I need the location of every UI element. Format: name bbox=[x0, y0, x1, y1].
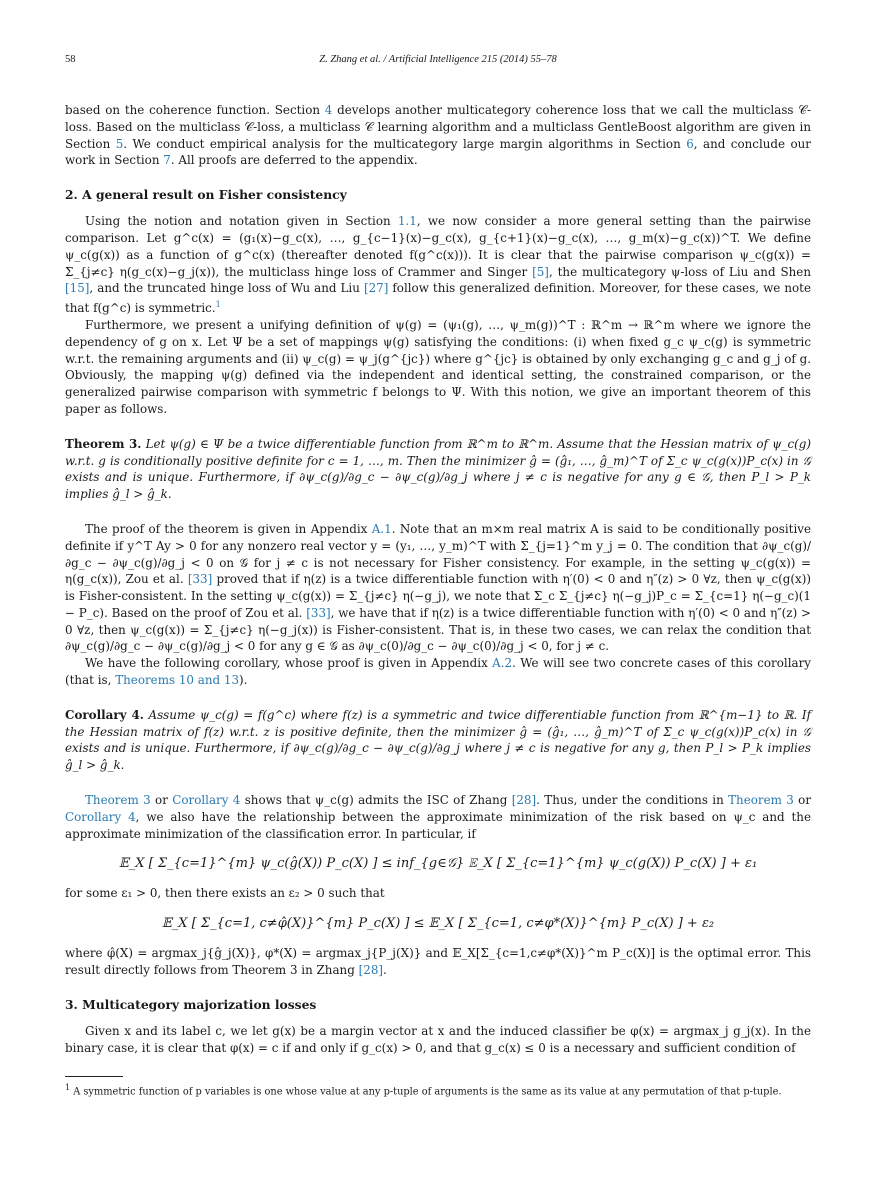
section-2-heading: 2. A general result on Fisher consistency bbox=[65, 187, 347, 203]
section-5-link[interactable]: 5 bbox=[115, 136, 124, 151]
corollary-4-link[interactable]: Corollary 4 bbox=[172, 793, 241, 808]
citation-5-link[interactable]: [5] bbox=[532, 264, 549, 279]
footnote-1-marker[interactable]: 1 bbox=[215, 300, 221, 310]
intro-paragraph: based on the coherence function. Section 4 develops another multicategory coherence loss that we call the multiclass 𝒞-loss. Based on the multiclass 𝒞-loss, a multiclass 𝒞 learning algorithm and a multiclass GentleBoost algorithm are given in Section 5. We conduct empirical analysis for the multicategory large margin algorithms in Section 6, and conclude our work in Section 7. All proofs are deferred to the appendix. bbox=[65, 103, 811, 168]
theorem-3 bbox=[65, 436, 811, 503]
citation-33-link[interactable]: [33] bbox=[187, 572, 213, 587]
theorem-3-label: Theorem 3. bbox=[65, 436, 142, 451]
journal-citation: Z. Zhang et al. / Artificial Intelligence 215 (2014) 55–78 bbox=[319, 54, 557, 65]
section-7-link[interactable]: 7 bbox=[163, 153, 171, 168]
corollary-4-link-2[interactable]: Corollary 4 bbox=[65, 809, 136, 824]
footnote-1-label: 1 bbox=[65, 1083, 71, 1093]
section-6-link[interactable]: 6 bbox=[686, 136, 694, 151]
theorem-3-link[interactable]: Theorem 3 bbox=[85, 793, 151, 808]
appendix-a2-link[interactable]: A.2 bbox=[492, 656, 513, 671]
section-4-link[interactable]: 4 bbox=[324, 103, 333, 117]
corollary-intro-paragraph: We have the following corollary, whose proof is given in Appendix A.2. We will see two concrete cases of this corollary (that is, Theorems 10 and 13). bbox=[65, 656, 811, 688]
citation-15-link[interactable]: [15] bbox=[65, 281, 90, 296]
corollary-4-label: Corollary 4. bbox=[65, 707, 144, 722]
optimal-error-paragraph: where φ̂(X) = argmax_j{ĝ_j(X)}, φ*(X) = argmax_j{P_j(X)} and 𝔼_X[Σ_{c=1,c≠φ*(X)}^m P_c(X)] is the optimal error. This result directly follows from Theorem 3 in Zhang [28]. bbox=[65, 946, 811, 978]
epsilon-text: for some ε₁ > 0, then there exists an ε₂ > 0 such that bbox=[65, 886, 385, 901]
corollary-4-statement: Assume ψ_c(g) = f(g^c) where f(z) is a symmetric and twice differentiable function from ℝ^{m−1} to ℝ. If the Hessian matrix of f(z) w.r.t. z is positive definite, then the minimizer ĝ = (ĝ₁, …, ĝ_m)^T of Σ_c ψ_c(g(x))P_c(x) in 𝒢 exists and is unique. Furthermore, if ∂ψ_c(g)/∂g_c − ∂ψ_c(g)/∂g_j where j ≠ c is negative for any g, then P_l > P_k implies ĝ_l > ĝ_k. bbox=[65, 707, 811, 773]
corollary-4 bbox=[65, 707, 811, 774]
appendix-a1-link[interactable]: A.1 bbox=[371, 521, 392, 536]
footnote-1-text: A symmetric function of p variables is one whose value at any p-tuple of arguments is the same as its value at any permutation of that p-tuple. bbox=[70, 1086, 782, 1098]
theorem-3-link-2[interactable]: Theorem 3 bbox=[728, 793, 794, 808]
error-inequality-equation: 𝔼_X [ Σ_{c=1, c≠φ̂(X)}^{m} P_c(X) ] ≤ 𝔼_X [ Σ_{c=1, c≠φ*(X)}^{m} P_c(X) ] + ε₂ bbox=[161, 916, 715, 932]
risk-inequality-equation: 𝔼_X [ Σ_{c=1}^{m} ψ_c(ĝ(X)) P_c(X) ] ≤ inf_{g∈𝒢} 𝔼_X [ Σ_{c=1}^{m} ψ_c(g(X)) P_c(X) ] + ε₁ bbox=[118, 856, 758, 872]
section-3-paragraph-1: Given x and its label c, we let g(x) be a margin vector at x and the induced classifier be φ(x) = argmax_j g_j(x). In the binary case, it is clear that φ(x) = c if and only if g_c(x) > 0, and that g_c(x) ≤ 0 is a necessary and sufficient condition of bbox=[65, 1023, 811, 1055]
footnote-divider bbox=[65, 1076, 123, 1077]
citation-27-link[interactable]: [27] bbox=[363, 281, 389, 296]
footnote-1 bbox=[65, 1081, 811, 1099]
citation-33-link-2[interactable]: [33] bbox=[306, 605, 331, 620]
section-3-heading: 3. Multicategory majorization losses bbox=[65, 996, 317, 1012]
isc-paragraph: Theorem 3 or Corollary 4 shows that ψ_c(g) admits the ISC of Zhang [28]. Thus, under the conditions in Theorem 3 or Corollary 4, we also have the relationship between the approximate minimization of the risk based on ψ_c and the approximate minimization of the classification error. In particular, if bbox=[65, 793, 812, 841]
running-head bbox=[65, 50, 811, 70]
proof-discussion-paragraph: The proof of the theorem is given in Appendix A.1. Note that an m×m real matrix A is said to be conditionally positive definite if y^T Ay > 0 for any nonzero real vector y = (y₁, …, y_m)^T with Σ_{j=1}^m y_j = 0. The condition that ∂ψ_c(g)/∂g_c − ∂ψ_c(g)/∂g_j < 0 on 𝒢 for j ≠ c is not necessary for Fisher consistency. For example, in the setting ψ_c(g(x)) = η(g_c(x)), Zou et al. [33] proved that if η(z) is a twice differentiable function with η′(0) < 0 and η″(z) > 0 ∀z, then ψ_c(g(x)) is Fisher-consistent. In the setting ψ_c(g(x)) = Σ_{j≠c} η(−g_j), we note that Σ_c Σ_{j≠c} η(−g_j)P_c = Σ_{c=1} η(−g_c)(1 − P_c). Based on the proof of Zou et al. [33], we have that if η(z) is a twice differentiable function with η′(0) < 0 and η″(z) > 0 ∀z, then ψ_c(g(x)) = Σ_{j≠c} η(−g_j(x)) is Fisher-consistent. That is, in these two cases, we can relax the condition that ∂ψ_c(g)/∂g_c − ∂ψ_c(g)/∂g_j < 0 for any g ∈ 𝒢 as ∂ψ_c(0)/∂g_c − ∂ψ_c(0)/∂g_j < 0, for j ≠ c. bbox=[65, 521, 811, 654]
section-2-paragraph-1: Using the notion and notation given in Section 1.1, we now consider a more general setting than the pairwise comparison. Let g^c(x) = (g₁(x)−g_c(x), …, g_{c−1}(x)−g_c(x), g_{c+1}(x)−g_c(x), …, g_m(x)−g_c(x))^T. We define ψ_c(g(x)) as a function of g^c(x) (thereafter denoted f(g^c(x))). It is clear that the pairwise comparison ψ_c(g(x)) = Σ_{j≠c} η(g_c(x)−g_j(x)), the multiclass hinge loss of Crammer and Singer [5], the multicategory ψ-loss of Liu and Shen [15], and the truncated hinge loss of Wu and Liu [27] follow this generalized definition. Moreover, for these cases, we note that f(g^c) is symmetric.$^1$ bbox=[65, 214, 811, 316]
page-number: 58 bbox=[65, 54, 76, 65]
paper-page bbox=[65, 50, 811, 1100]
theorems-10-13-link[interactable]: Theorems 10 and 13 bbox=[115, 673, 240, 688]
citation-28-link-2[interactable]: [28] bbox=[358, 963, 384, 978]
section-1-1-link[interactable]: 1.1 bbox=[397, 214, 417, 229]
citation-28-link[interactable]: [28] bbox=[511, 793, 537, 808]
section-2-paragraph-2: Furthermore, we present a unifying definition of ψ(g) = (ψ₁(g), …, ψ_m(g))^T : ℝ^m → ℝ^m where we ignore the dependency of g on x. Let Ψ be a set of mappings ψ(g) satisfying the conditions: (i) when fixed g_c ψ_c(g) is symmetric w.r.t. the remaining arguments and (ii) ψ_c(g) = ψ_j(g^{jc}) where g^{jc} is obtained by only exchanging g_c and g_j of g. Obviously, the mapping ψ(g) defined via the independent and identical setting, the constrained comparison, or the generalized pairwise comparison with symmetric f belongs to Ψ. With this notion, we give an important theorem of this paper as follows. bbox=[65, 317, 811, 416]
theorem-3-statement: Let ψ(g) ∈ Ψ be a twice differentiable function from ℝ^m to ℝ^m. Assume that the Hessian matrix of ψ_c(g) w.r.t. g is conditionally positive definite for c = 1, …, m. Then the minimizer ĝ = (ĝ₁, …, ĝ_m)^T of Σ_c ψ_c(g(x))P_c(x) in 𝒢 exists and is unique. Furthermore, if ∂ψ_c(g)/∂g_c − ∂ψ_c(g)/∂g_j where j ≠ c is negative for any g ∈ 𝒢, then P_l > P_k implies ĝ_l > ĝ_k. bbox=[65, 436, 811, 502]
